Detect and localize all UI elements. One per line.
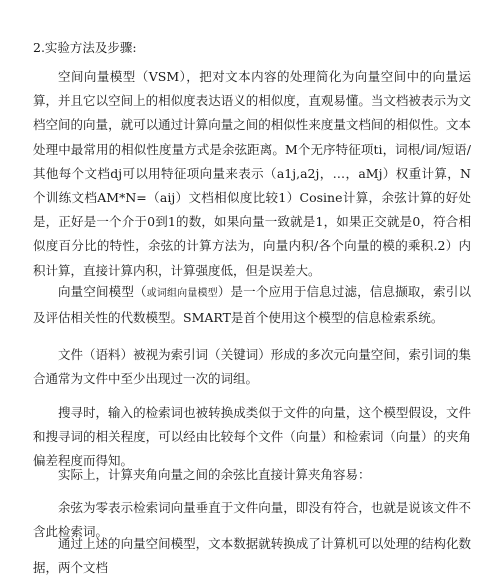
paragraph-vsm-intro: 空间向量模型（VSM），把对文本内容的处理简化为向量空间中的向量运算，并且它以空间上的相似度表达语义的相似度，直观易懂。当文档被表示为文档空间的向量，就可以通过计算向量之间的相似性来度量文档间的相似性。文本处理中最常用的相似性度量方式是余弦距离。M个无序特征项ti，词根/词/短语/其他每个文档dj可以用特征项向量来表示（a1j,a2j，…，aMj）权重计算，N个训练文档AM*N=（aij）文档相似度比较1）Cosine计算，余弦计算的好处是，正好是一个介于0到1的数，如果向量一致就是1，如果正交就是0，符合相似度百分比的特性，余弦的计算方法为，向量内积/各个向量的模的乘积.2）内积计算，直接计算内积，计算强度低，但是误差大。	[33, 69, 471, 278]
paragraph-small-text: 或词组向量模型	[146, 288, 218, 299]
paragraph-cosine-note: 实际上，计算夹角向量之间的余弦比直接计算夹角容易：	[58, 467, 371, 482]
paragraph-text: 向量空间模型（	[58, 284, 147, 299]
paragraph-search: 搜寻时，输入的检索词也被转换成类似于文件的向量，这个模型假设，文件和搜寻词的相关程度，可以经由比较每个文件（向量）和检索词（向量）的夹角偏差程度而得知。	[33, 405, 471, 469]
paragraph-cosine-zero: 余弦为零表示检索词向量垂直于文件向量，即没有符合，也就是说该文件不含此检索词。	[33, 500, 471, 540]
paragraph-vsm-definition	[33, 280, 471, 330]
section-heading: 2.实验方法及步骤:	[33, 40, 137, 55]
paragraph-structured-data: 通过上述的向量空间模型，文本数据就转换成了计算机可以处理的结构化数据，两个文档	[33, 536, 471, 576]
paragraph-document-vector: 文件（语料）被视为索引词（关键词）形成的多次元向量空间，索引词的集合通常为文件中至少出现过一次的词组。	[33, 347, 471, 387]
paragraph-text: ）是一个应用于信息过滤，信息撷取，索引以及评估相关性的代数模型。SMART是首个使用这个模型的信息检索系统。	[33, 284, 471, 326]
